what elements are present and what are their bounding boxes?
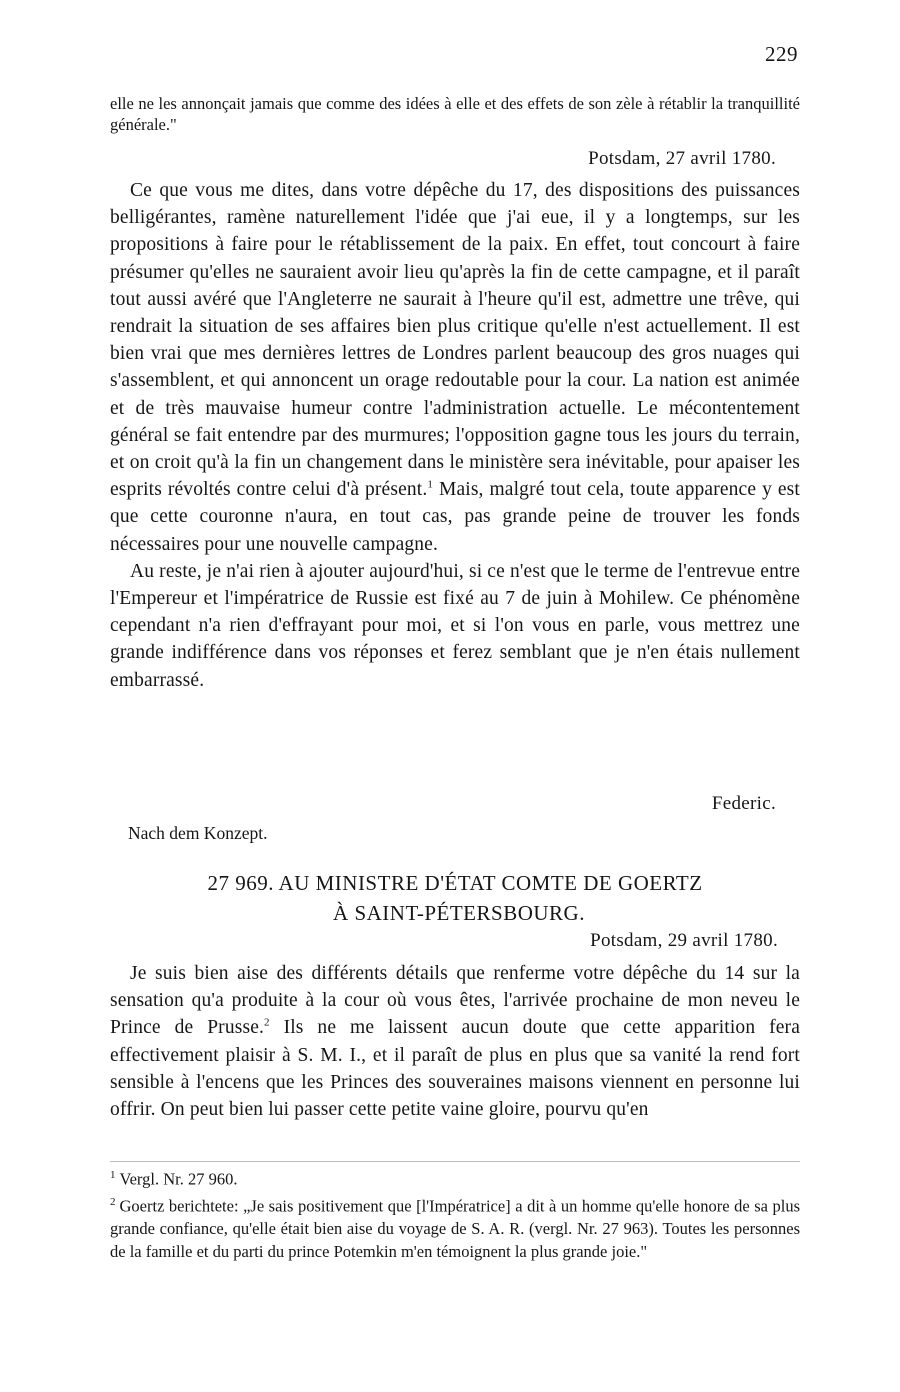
- letter-body: [110, 960, 800, 1123]
- footnote-divider: [110, 1161, 800, 1162]
- paragraph-text: Je suis bien aise des différents détails que renferme votre dépêche du 14 sur la sensation qu'a produite à la cour où vous êtes, l'arrivée prochaine de mon neveu le Prince de Prusse.: [110, 963, 800, 1039]
- footnote-reference[interactable]: 1: [427, 478, 434, 491]
- letter-paragraph: [110, 960, 800, 1123]
- footnote-text: Vergl. Nr. 27 960.: [119, 1169, 238, 1189]
- source-note: Nach dem Konzept.: [128, 823, 268, 843]
- letter-paragraph: Au reste, je n'ai rien à ajouter aujourd'hui, si ce n'est que le terme de l'entrevue entre l'Empereur et l'impératrice de Russie est fixé au 7 de juin à Mohilew. Ce phénomène cependant n'a rien d'effrayant pour moi, et si l'on vous en parle, vous mettrez une grande indifférence dans vos réponses et ferez semblant que je n'en étais nullement embarrassé.: [110, 560, 800, 691]
- letter-dateline: Potsdam, 27 avril 1780.: [588, 148, 776, 169]
- footnote-mark: 1: [110, 1169, 116, 1181]
- letter-heading-line: À SAINT-PÉTERSBOURG.: [333, 901, 585, 925]
- letter-heading: [110, 868, 800, 928]
- paragraph-text: Ils ne me laissent aucun doute que cette apparition fera effectivement plaisir à S. M. I., et il paraît de plus en plus que sa vanité la rend fort sensible à l'encens que les Princes des souveraines maisons viennent en personne lui offrir. On peut bien lui passer cette petite vaine gloire, pourvu qu'en: [110, 1017, 800, 1121]
- footnote: [110, 1164, 800, 1191]
- page-number: 229: [765, 42, 798, 66]
- signature: Federic.: [711, 793, 776, 814]
- quoted-report-ending: elle ne les annonçait jamais que comme des idées à elle et des effets de son zèle à rétablir la tranquillité générale.": [110, 94, 800, 134]
- letter-dateline: Potsdam, 29 avril 1780.: [590, 930, 778, 951]
- footnote-reference[interactable]: 2: [264, 1016, 270, 1029]
- footnote: [110, 1191, 800, 1263]
- footnote-mark: 2: [110, 1196, 116, 1208]
- letter-body: [110, 177, 800, 694]
- letter-paragraph: [110, 177, 800, 558]
- paragraph-text: Mais, malgré tout cela, toute apparence y est que cette couronne n'aura, en tout cas, pas grande peine de trouver les fonds nécessaires pour une nouvelle campagne.: [110, 479, 800, 555]
- footnotes: [110, 1164, 800, 1263]
- paragraph-text: Ce que vous me dites, dans votre dépêche du 17, des dispositions des puissances belligérantes, ramène naturellement l'idée que j'ai eue, il y a longtemps, sur les propositions à faire pour le rétablissement de la paix. En effet, tout concourt à faire présumer qu'elles ne sauraient avoir lieu qu'après la fin de cette campagne, et il paraît tout aussi avéré que l'Angleterre ne saurait à l'heure qu'il est, admettre une trêve, qui rendrait la situation de ses affaires bien plus critique qu'elle n'est actuellement. Il est bien vrai que mes dernières lettres de Londres parlent beaucoup des gros nuages qui s'assemblent, et qui annoncent un orage redoutable pour la cour. La nation est animée et de très mauvaise humeur contre l'administration actuelle. Le mécontentement général se fait entendre par des murmures; l'opposition gagne tous les jours du terrain, et on croit qu'à la fin un changement dans le ministère sera inévitable, pour apaiser les esprits révoltés contre celui d'à présent.: [110, 180, 800, 501]
- footnote-text: Goertz berichtete: „Je sais positivement que [l'Impératrice] a dit à un homme qu'elle honore de sa plus grande confiance, qu'elle était bien aise du voyage de S. A. R. (vergl. Nr. 27 963). Toutes les personnes de la famille et du parti du prince Potemkin m'en témoignent la plus grande joie.": [110, 1196, 800, 1261]
- letter-heading-line: 27 969. AU MINISTRE D'ÉTAT COMTE DE GOERTZ: [207, 871, 703, 895]
